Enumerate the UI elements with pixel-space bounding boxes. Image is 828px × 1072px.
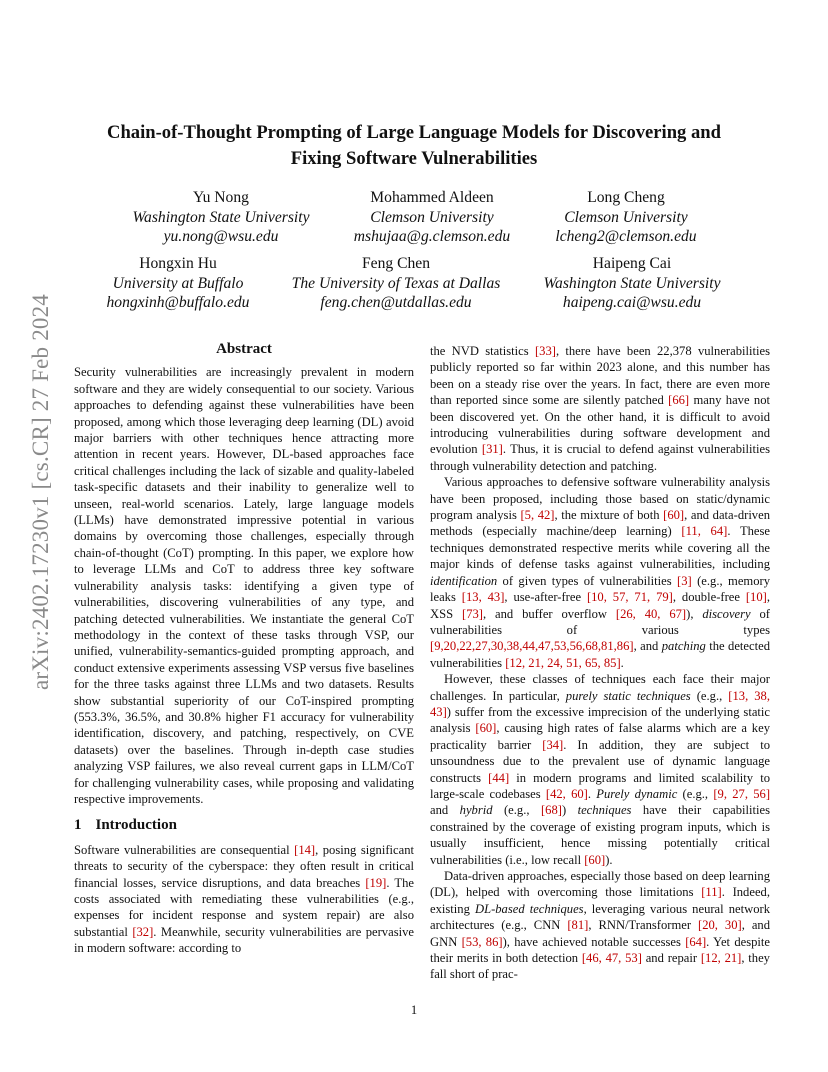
text-run: , RNN/Transformer [588, 918, 699, 933]
citation-link[interactable]: [53, 86] [461, 934, 503, 949]
author-email: hongxinh@buffalo.edu [106, 294, 250, 311]
text-run: ) [561, 803, 578, 818]
author-block [506, 188, 746, 247]
paper-title-line-1: Chain-of-Thought Prompting of Large Language Models for Discovering and [107, 122, 721, 143]
emphasis-text: purely static techniques [565, 688, 691, 703]
emphasis-text: discovery [702, 606, 751, 621]
text-run: . Thus, it is crucial to defend against vulnerabilities through vulnerability detection and patching. [430, 442, 770, 473]
author-affiliation: University at Buffalo [112, 274, 244, 292]
citation-link[interactable]: [46, 47, 53] [581, 951, 642, 966]
author-name: Long Cheng [587, 189, 665, 206]
text-run: , causing high rates of false alarms which are a key practicality barrier [430, 721, 770, 752]
text-run: , they fall short of prac- [430, 951, 770, 982]
author-email: lcheng2@clemson.edu [555, 228, 697, 245]
body-paragraph [430, 343, 770, 474]
citation-link[interactable]: [14] [294, 842, 316, 857]
citation-link[interactable]: [19] [365, 875, 387, 890]
author-block [276, 254, 516, 313]
emphasis-text: identification [430, 573, 498, 588]
text-run: (e.g., memory leaks [430, 573, 770, 605]
text-run: ), have achieved notable successes [502, 934, 686, 949]
arxiv-identifier-text: arXiv:2402.17230v1 [cs.CR] 27 Feb 2024 [28, 293, 53, 691]
author-name: Feng Chen [361, 255, 430, 272]
citation-link[interactable]: [10, 57, 71, 79] [586, 590, 673, 605]
text-run: have their capabilities constrained by the coverage of existing program inputs, which is usually insufficient, hence missing potentially critical vulnerabilities (i.e., low recall [430, 803, 770, 867]
citation-link[interactable]: [31] [481, 442, 503, 457]
text-run: , the mixture of both [554, 508, 664, 523]
text-run: (e.g., [492, 803, 541, 818]
text-run: , use-after-free [504, 590, 587, 605]
citation-link[interactable]: [60] [475, 721, 497, 736]
text-run: . Indeed, existing [430, 885, 770, 916]
citation-link[interactable]: [81] [567, 918, 589, 933]
author-name: Hongxin Hu [139, 255, 217, 272]
citation-link[interactable]: [73] [462, 606, 483, 621]
citation-link[interactable]: [3] [677, 573, 692, 588]
text-run: the NVD statistics [430, 344, 535, 358]
section-heading [74, 817, 414, 833]
text-run: , XSS [430, 590, 770, 621]
author-affiliation: Clemson University [564, 208, 688, 226]
body-paragraph [430, 868, 770, 983]
author-block [58, 254, 298, 313]
text-run: . Yet despite their merits in both detection [430, 934, 771, 966]
text-run: , leveraging various neural network architectures (e.g., CNN [430, 901, 770, 933]
citation-link[interactable]: [44] [488, 770, 510, 785]
abstract-heading: Abstract [216, 341, 272, 357]
text-run: , double-free [672, 590, 746, 605]
text-run: ). [605, 852, 613, 867]
section-title: Introduction [95, 817, 177, 834]
text-run: . [620, 655, 624, 670]
citation-link[interactable]: [20, 30] [698, 918, 742, 933]
citation-link[interactable]: [26, 40, 67] [615, 606, 687, 621]
citation-link[interactable]: [60] [663, 508, 685, 523]
citation-link[interactable]: [68] [540, 803, 562, 818]
text-run: the detected vulnerabilities [430, 639, 770, 670]
citation-link[interactable]: [64] [685, 934, 707, 949]
text-run: Software vulnerabilities are consequential [74, 842, 295, 857]
citation-link[interactable]: [9, 27, 56] [713, 786, 771, 801]
author-affiliation: Clemson University [370, 208, 494, 226]
abstract-text: Security vulnerabilities are increasingly prevalent in modern software and they are widely consequential to our society. Various approaches to defending against these vulnerabilities have been proposed, among which those leveraging deep learning (DL) avoid major barriers with other techniques hence attracting more attention in recent years. However, DL-based approaches face critical challenges including the lack of sizable and quality-labeled task-specific datasets and their inability to generalize well to unseen, real-world scenarios. Lately, large language models (LLMs) have demonstrated impressive potential in various domains by overcoming those challenges, especially through chain-of-thought (CoT) prompting. In this paper, we explore how to leverage LLMs and CoT to address three key software vulnerability analysis tasks: identifying a given type of vulnerabilities, discovering vulnerabilities of any type, and patching detected vulnerabilities. We instantiate the general CoT methodology in the context of these tasks through VSP, our unified, vulnerability-semantics-guided prompting approach, and conduct extensive experiments assessing VSP versus five baselines for the three tasks against three LLMs and two datasets. Results show substantial superiority of our CoT-inspired prompting (553.3%, 36.5%, and 30.8% higher F1 accuracy for vulnerability identification, discovery, and patching, respectively, on CVE datasets) over the baselines. Through in-depth case studies analyzing VSP failures, we also reveal current gaps in LLM/CoT for challenging vulnerability cases, while proposing and validating respective improvements. [74, 365, 414, 806]
author-affiliation: Washington State University [132, 208, 310, 226]
text-run: of given types of vulnerabilities [497, 573, 678, 588]
citation-link[interactable]: [66] [668, 393, 690, 408]
page-number: 1 [410, 1003, 418, 1017]
body-paragraph [430, 671, 770, 868]
citation-link[interactable]: [32] [132, 924, 154, 939]
right-column [430, 343, 770, 983]
paper-title [80, 120, 748, 172]
emphasis-text: patching [661, 639, 706, 654]
citation-link[interactable]: [11] [701, 885, 722, 900]
author-name: Mohammed Aldeen [370, 189, 494, 206]
text-run: . In addition, they are subject to unsoundness due to the prevalent use of dynamic language constructs [430, 737, 770, 785]
text-run: , and [633, 639, 662, 654]
author-email: yu.nong@wsu.edu [163, 228, 279, 245]
text-run: . These techniques demonstrated respective merits while covering all the major kinds of defense tasks against vulnerabilities, including [430, 524, 771, 572]
citation-link[interactable]: [13, 43] [461, 590, 505, 605]
author-block [512, 254, 752, 313]
author-email: haipeng.cai@wsu.edu [562, 294, 702, 311]
paper-title-line-2: Fixing Software Vulnerabilities [290, 148, 538, 169]
citation-link[interactable]: [12, 21, 24, 51, 65, 85] [505, 655, 621, 670]
author-block [101, 188, 341, 247]
text-run: many have not been discovered yet. On the other hand, it is difficult to avoid introducing vulnerabilities during software development and evolution [430, 393, 771, 457]
text-run: . Meanwhile, security vulnerabilities are pervasive in modern software: according to [74, 924, 414, 956]
text-run: (e.g., [690, 688, 729, 703]
arxiv-identifier [20, 282, 62, 702]
text-run: . The costs associated with remediating these vulnerabilities (e.g., expenses for incident response and system repair) are also substantial [74, 875, 414, 939]
body-paragraph [430, 474, 770, 671]
citation-link[interactable]: [33] [534, 344, 556, 358]
emphasis-text: Purely dynamic [596, 786, 678, 801]
text-run: . [587, 786, 597, 801]
text-run: Various approaches to defensive software vulnerability analysis have been proposed, including those based on static/dynamic program analysis [430, 475, 770, 523]
text-run: and [430, 803, 460, 818]
left-column [74, 341, 414, 957]
citation-link[interactable]: [42, 60] [545, 786, 588, 801]
author-name: Haipeng Cai [592, 255, 672, 272]
author-email: feng.chen@utdallas.edu [320, 294, 472, 311]
citation-link[interactable]: [10] [745, 590, 767, 605]
citation-link[interactable]: [11, 64] [681, 524, 728, 539]
text-run: Data-driven approaches, especially those based on deep learning (DL), helped with overcoming those limitations [430, 869, 770, 900]
text-run: , posing significant threats to security of the cyberspace: they often result in critical financial losses, service disruptions, and data breaches [74, 842, 415, 890]
citation-link[interactable]: [34] [542, 737, 564, 752]
text-run: and repair [641, 951, 701, 966]
author-email: mshujaa@g.clemson.edu [353, 228, 511, 245]
text-run: of vulnerabilities of various types [430, 606, 771, 637]
citation-link[interactable]: [5, 42] [520, 508, 555, 523]
text-run: in modern programs and limited scalability to large-scale codebases [430, 770, 770, 801]
author-affiliation: Washington State University [543, 274, 721, 292]
text-run: , there have been 22,378 vulnerabilities publicly reported so far within 2023 alone, and this number has been on a steady rise over the years. In fact, there are even more than reported since some are silently patched [430, 344, 770, 408]
emphasis-text: DL-based techniques [474, 901, 584, 916]
text-run: ), [686, 606, 703, 621]
citation-link[interactable]: [60] [584, 852, 606, 867]
text-run: , and data-driven methods (especially machine/deep learning) [430, 508, 770, 539]
emphasis-text: techniques [577, 803, 632, 818]
text-run: However, these classes of techniques each face their major challenges. In particular, [430, 672, 770, 703]
citation-link[interactable]: [12, 21] [700, 951, 742, 966]
author-name: Yu Nong [193, 189, 249, 206]
emphasis-text: hybrid [459, 803, 493, 818]
text-run: (e.g., [677, 786, 714, 801]
intro-paragraph-1 [74, 842, 414, 957]
citation-link[interactable]: [9,20,22,27,30,38,44,47,53,56,68,81,86] [430, 639, 634, 654]
author-affiliation: The University of Texas at Dallas [291, 274, 501, 292]
citation-link[interactable]: [13, 38, 43] [430, 688, 771, 719]
text-run: ) suffer from the excessive imprecision of the underlying static analysis [430, 704, 770, 736]
section-number: 1 [74, 817, 82, 834]
text-run: , and buffer overflow [482, 606, 616, 621]
text-run: , and GNN [430, 918, 771, 949]
